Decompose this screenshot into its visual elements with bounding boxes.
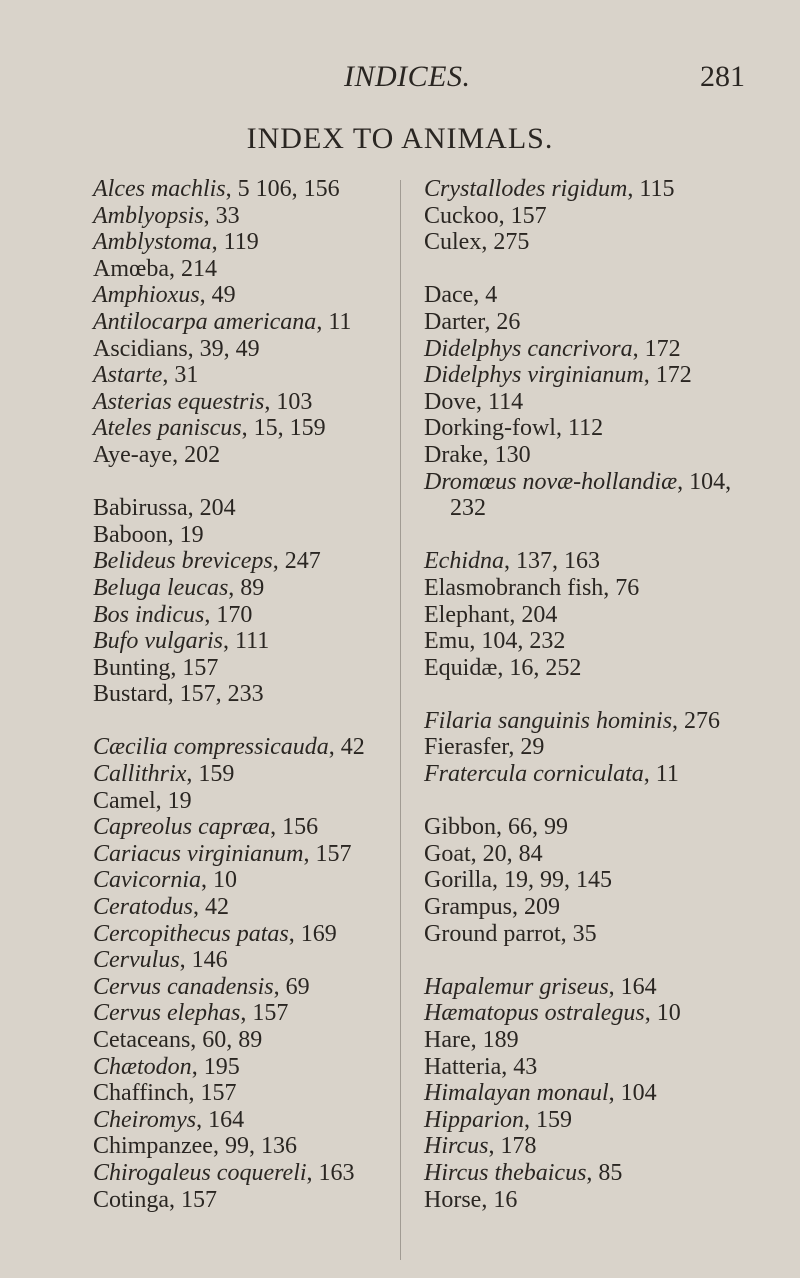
entry-pages: , 39, 49: [187, 335, 260, 362]
entry-name: Cervulus: [93, 947, 180, 974]
entry-pages: , 5 106, 156: [225, 176, 340, 202]
index-entry: [93, 974, 423, 1001]
index-entry: [93, 788, 423, 815]
index-entry: [424, 1133, 764, 1160]
index-entry: [93, 602, 423, 629]
entry-name: Cervus canadensis: [93, 973, 274, 1000]
entry-pages: , 115: [627, 176, 675, 202]
index-entry: [93, 655, 423, 682]
index-column-right: [424, 176, 764, 1213]
index-entry: [93, 1080, 423, 1107]
entry-pages: , 112: [555, 415, 604, 442]
index-entry: [93, 282, 423, 309]
index-entry: [424, 628, 764, 655]
entry-name: Dove: [424, 388, 476, 415]
entry-pages: , 76: [603, 574, 640, 601]
entry-name: Cheiromys: [93, 1106, 197, 1133]
entry-name: Elephant: [424, 601, 510, 628]
index-entry: [93, 761, 423, 788]
entry-name: Baboon: [93, 521, 168, 548]
column-divider: [400, 180, 401, 1260]
entry-pages: , 103: [264, 388, 313, 415]
entry-pages: , 104: [608, 1080, 657, 1107]
page-number: 281: [700, 60, 745, 93]
entry-name: Bunting: [93, 654, 171, 681]
entry-name: Darter: [424, 308, 485, 335]
entry-name: Chirogaleus coquereli: [93, 1159, 307, 1186]
entry-pages: , 247: [272, 548, 321, 575]
entry-name: Filaria sanguinis hominis: [424, 707, 673, 734]
index-entry: [424, 442, 764, 469]
entry-pages: , 69: [273, 973, 310, 1000]
entry-pages: , 204: [187, 495, 236, 522]
entry-pages: , 157: [170, 654, 219, 681]
index-entry: [424, 282, 764, 309]
entry-name: Cavicornia: [93, 867, 201, 894]
entry-pages: , 4: [473, 282, 498, 309]
entry-pages: , 275: [481, 229, 530, 256]
entry-pages: , 35: [560, 920, 597, 947]
entry-pages: , 42: [328, 734, 365, 761]
index-entry: [424, 495, 764, 522]
index-entry: [424, 602, 764, 629]
entry-name: Cæcilia compressicauda: [93, 734, 329, 761]
index-entry: [93, 548, 423, 575]
entry-pages: , 16, 252: [497, 654, 582, 681]
entry-pages: , 157, 233: [167, 681, 264, 708]
entry-pages: , 157: [498, 202, 547, 229]
entry-name: Hapalemur griseus: [424, 973, 609, 1000]
entry-name: Hircus: [424, 1133, 489, 1160]
entry-pages: , 163: [306, 1159, 355, 1186]
entry-pages: , 85: [586, 1159, 623, 1186]
entry-pages: , 157: [169, 1186, 217, 1213]
entry-name: Capreolus capræa: [93, 814, 271, 841]
entry-name: Chimpanzee: [93, 1133, 213, 1160]
index-entry: [93, 309, 423, 336]
entry-pages: , 157: [188, 1080, 237, 1107]
entry-pages: , 89: [228, 574, 265, 601]
entry-pages: , 214: [168, 255, 217, 282]
entry-name: Cercopithecus patas: [93, 920, 289, 947]
index-entry: [424, 548, 764, 575]
entry-name: Didelphys virginianum: [424, 362, 644, 389]
index-entry: [93, 229, 423, 256]
entry-name: Cuckoo: [424, 202, 499, 229]
entry-name: Crystallodes rigidum: [424, 176, 628, 202]
entry-name: Bustard: [93, 681, 168, 708]
entry-pages: , 276: [672, 707, 721, 734]
entry-pages: , 164: [196, 1106, 245, 1133]
index-entry: [424, 1160, 764, 1187]
entry-name: Gorilla: [424, 867, 492, 894]
running-head: [0, 60, 800, 100]
index-entry: [93, 681, 423, 708]
index-entry: [424, 1054, 764, 1081]
entry-name: Chaffinch: [93, 1080, 189, 1107]
entry-pages: , 99, 136: [212, 1133, 297, 1160]
entry-name: Bufo vulgaris: [93, 628, 223, 655]
entry-pages: , 10: [201, 867, 237, 894]
entry-name: Hircus thebaicus: [424, 1159, 587, 1186]
index-entry: [424, 974, 764, 1001]
entry-name: Dorking-fowl: [424, 415, 556, 442]
entry-name: Dromœus novæ-hollandiæ: [424, 468, 678, 495]
index-entry: [424, 867, 764, 894]
entry-pages: , 29: [508, 734, 545, 761]
entry-pages: , 33: [203, 202, 240, 229]
index-entry: [424, 1000, 764, 1027]
entry-name: Chætodon: [93, 1053, 192, 1080]
entry-name: Ateles paniscus: [93, 415, 242, 442]
entry-pages: , 11: [643, 761, 679, 788]
index-entry: [424, 229, 764, 256]
entry-name: Callithrix: [93, 761, 187, 788]
entry-name: Horse: [424, 1186, 482, 1213]
entry-pages: , 195: [191, 1053, 240, 1080]
entry-pages: , 104, 232: [469, 628, 566, 655]
entry-pages: , 26: [484, 308, 521, 335]
index-entry: [424, 708, 764, 735]
entry-name: Hatteria: [424, 1053, 502, 1080]
entry-pages: , 104,: [677, 468, 732, 495]
entry-name: Emu: [424, 628, 470, 655]
entry-pages: , 137, 163: [503, 548, 600, 575]
index-entry: [93, 947, 423, 974]
entry-pages: 232: [450, 495, 486, 522]
index-entry: [93, 176, 423, 203]
entry-pages: , 146: [179, 947, 228, 974]
index-entry: [424, 362, 764, 389]
entry-name: Hæmatopus ostralegus: [424, 1000, 645, 1027]
entry-pages: , 42: [193, 894, 230, 921]
entry-name: Ascidians: [93, 335, 188, 362]
running-title: INDICES.: [344, 60, 471, 93]
entry-name: Cariacus virginianum: [93, 840, 304, 867]
section-title: INDEX TO ANIMALS.: [246, 122, 554, 155]
index-entry: [93, 336, 423, 363]
entry-name: Echidna: [424, 548, 504, 575]
entry-name: Astarte: [93, 362, 163, 389]
index-entry: [93, 734, 423, 761]
entry-name: Beluga leucas: [93, 574, 229, 601]
index-entry: [424, 761, 764, 788]
index-entry: [424, 469, 764, 496]
entry-pages: , 49: [199, 282, 236, 309]
entry-name: Bos indicus: [93, 601, 205, 628]
entry-name: Drake: [424, 441, 483, 468]
entry-name: Cetaceans: [93, 1027, 191, 1053]
index-entry: [424, 336, 764, 363]
index-entry: [93, 921, 423, 948]
entry-name: Camel: [93, 787, 156, 814]
entry-name: Grampus: [424, 894, 512, 921]
entry-name: Amblystoma: [93, 229, 212, 256]
entry-name: Babirussa: [93, 495, 188, 522]
entry-name: Asterias equestris: [93, 388, 265, 415]
entry-pages: , 202: [172, 441, 221, 468]
index-entry: [93, 575, 423, 602]
entry-pages: , 19: [155, 787, 192, 814]
index-entry: [93, 522, 423, 549]
index-entry: [93, 362, 423, 389]
entry-name: Hipparion: [424, 1106, 525, 1133]
entry-pages: , 164: [608, 973, 657, 1000]
index-entry: [93, 867, 423, 894]
entry-name: Himalayan monaul: [424, 1080, 609, 1107]
entry-pages: , 31: [162, 362, 199, 389]
entry-pages: , 19, 99, 145: [491, 867, 612, 894]
entry-pages: , 15, 159: [241, 415, 326, 442]
entry-pages: , 19: [167, 521, 204, 548]
entry-pages: , 111: [223, 628, 270, 655]
index-entry: [424, 734, 764, 761]
index-entry: [424, 176, 764, 203]
index-entry: [424, 1187, 764, 1214]
entry-name: Cotinga: [93, 1186, 169, 1213]
index-entry: [93, 841, 423, 868]
index-entry: [424, 921, 764, 948]
entry-pages: , 178: [488, 1133, 537, 1160]
entry-pages: , 16: [481, 1186, 518, 1213]
index-entry: [424, 655, 764, 682]
entry-pages: , 11: [316, 308, 352, 335]
index-entry: [424, 894, 764, 921]
entry-pages: , 209: [511, 894, 560, 921]
index-entry: [424, 1107, 764, 1134]
entry-name: Ground parrot: [424, 920, 561, 947]
index-entry: [424, 389, 764, 416]
index-entry: [93, 256, 423, 283]
index-entry: [424, 1080, 764, 1107]
entry-name: Cervus elephas: [93, 1000, 241, 1027]
entry-pages: , 20, 84: [470, 840, 543, 867]
entry-pages: , 172: [632, 335, 681, 362]
entry-pages: , 157: [240, 1000, 289, 1027]
entry-name: Hare: [424, 1027, 471, 1053]
entry-pages: , 119: [211, 229, 259, 256]
index-entry: [93, 814, 423, 841]
entry-pages: , 10: [644, 1000, 681, 1027]
index-entry: [93, 1027, 423, 1054]
entry-name: Fierasfer: [424, 734, 509, 761]
entry-name: Didelphys cancrivora: [424, 335, 633, 362]
entry-name: Alces machlis: [93, 176, 226, 202]
entry-name: Fratercula corniculata: [424, 761, 644, 788]
entry-name: Antilocarpa americana: [93, 308, 317, 335]
entry-pages: , 43: [501, 1053, 538, 1080]
index-entry: [93, 1133, 423, 1160]
index-entry: [93, 1187, 423, 1214]
index-entry: [424, 203, 764, 230]
entry-pages: , 170: [204, 601, 253, 628]
index-entry: [424, 415, 764, 442]
entry-pages: , 157: [303, 840, 352, 867]
entry-name: Aye-aye: [93, 441, 173, 468]
index-entry: [93, 495, 423, 522]
index-entry: [93, 1160, 423, 1187]
entry-pages: , 159: [186, 761, 235, 788]
index-column-left: [93, 176, 423, 1213]
entry-pages: , 189: [470, 1027, 519, 1053]
index-entry: [93, 415, 423, 442]
index-entry: [93, 203, 423, 230]
index-entry: [424, 575, 764, 602]
index-entry: [424, 1027, 764, 1054]
entry-pages: , 156: [270, 814, 319, 841]
entry-name: Belideus breviceps: [93, 548, 273, 575]
index-entry: [93, 1000, 423, 1027]
index-entry: [93, 894, 423, 921]
entry-name: Amphioxus: [93, 282, 200, 309]
index-entry: [424, 841, 764, 868]
entry-name: Culex: [424, 229, 482, 256]
entry-pages: , 159: [524, 1106, 573, 1133]
entry-pages: , 169: [288, 920, 337, 947]
entry-name: Elasmobranch fish: [424, 574, 604, 601]
entry-pages: , 130: [482, 441, 531, 468]
entry-name: Amblyopsis: [93, 202, 204, 229]
entry-pages: , 172: [643, 362, 692, 389]
entry-name: Amœba: [93, 255, 169, 282]
entry-pages: , 66, 99: [496, 814, 568, 841]
entry-pages: , 60, 89: [190, 1027, 263, 1053]
entry-name: Equidæ: [424, 654, 498, 681]
index-entry: [93, 628, 423, 655]
index-entry: [424, 309, 764, 336]
entry-name: Gibbon: [424, 814, 496, 841]
index-entry: [424, 814, 764, 841]
index-entry: [93, 389, 423, 416]
entry-name: Ceratodus: [93, 894, 194, 921]
entry-name: Dace: [424, 282, 474, 309]
entry-pages: , 114: [475, 388, 524, 415]
entry-pages: , 204: [509, 601, 558, 628]
index-entry: [93, 1054, 423, 1081]
entry-name: Goat: [424, 840, 471, 867]
index-entry: [93, 1107, 423, 1134]
index-entry: [93, 442, 423, 469]
